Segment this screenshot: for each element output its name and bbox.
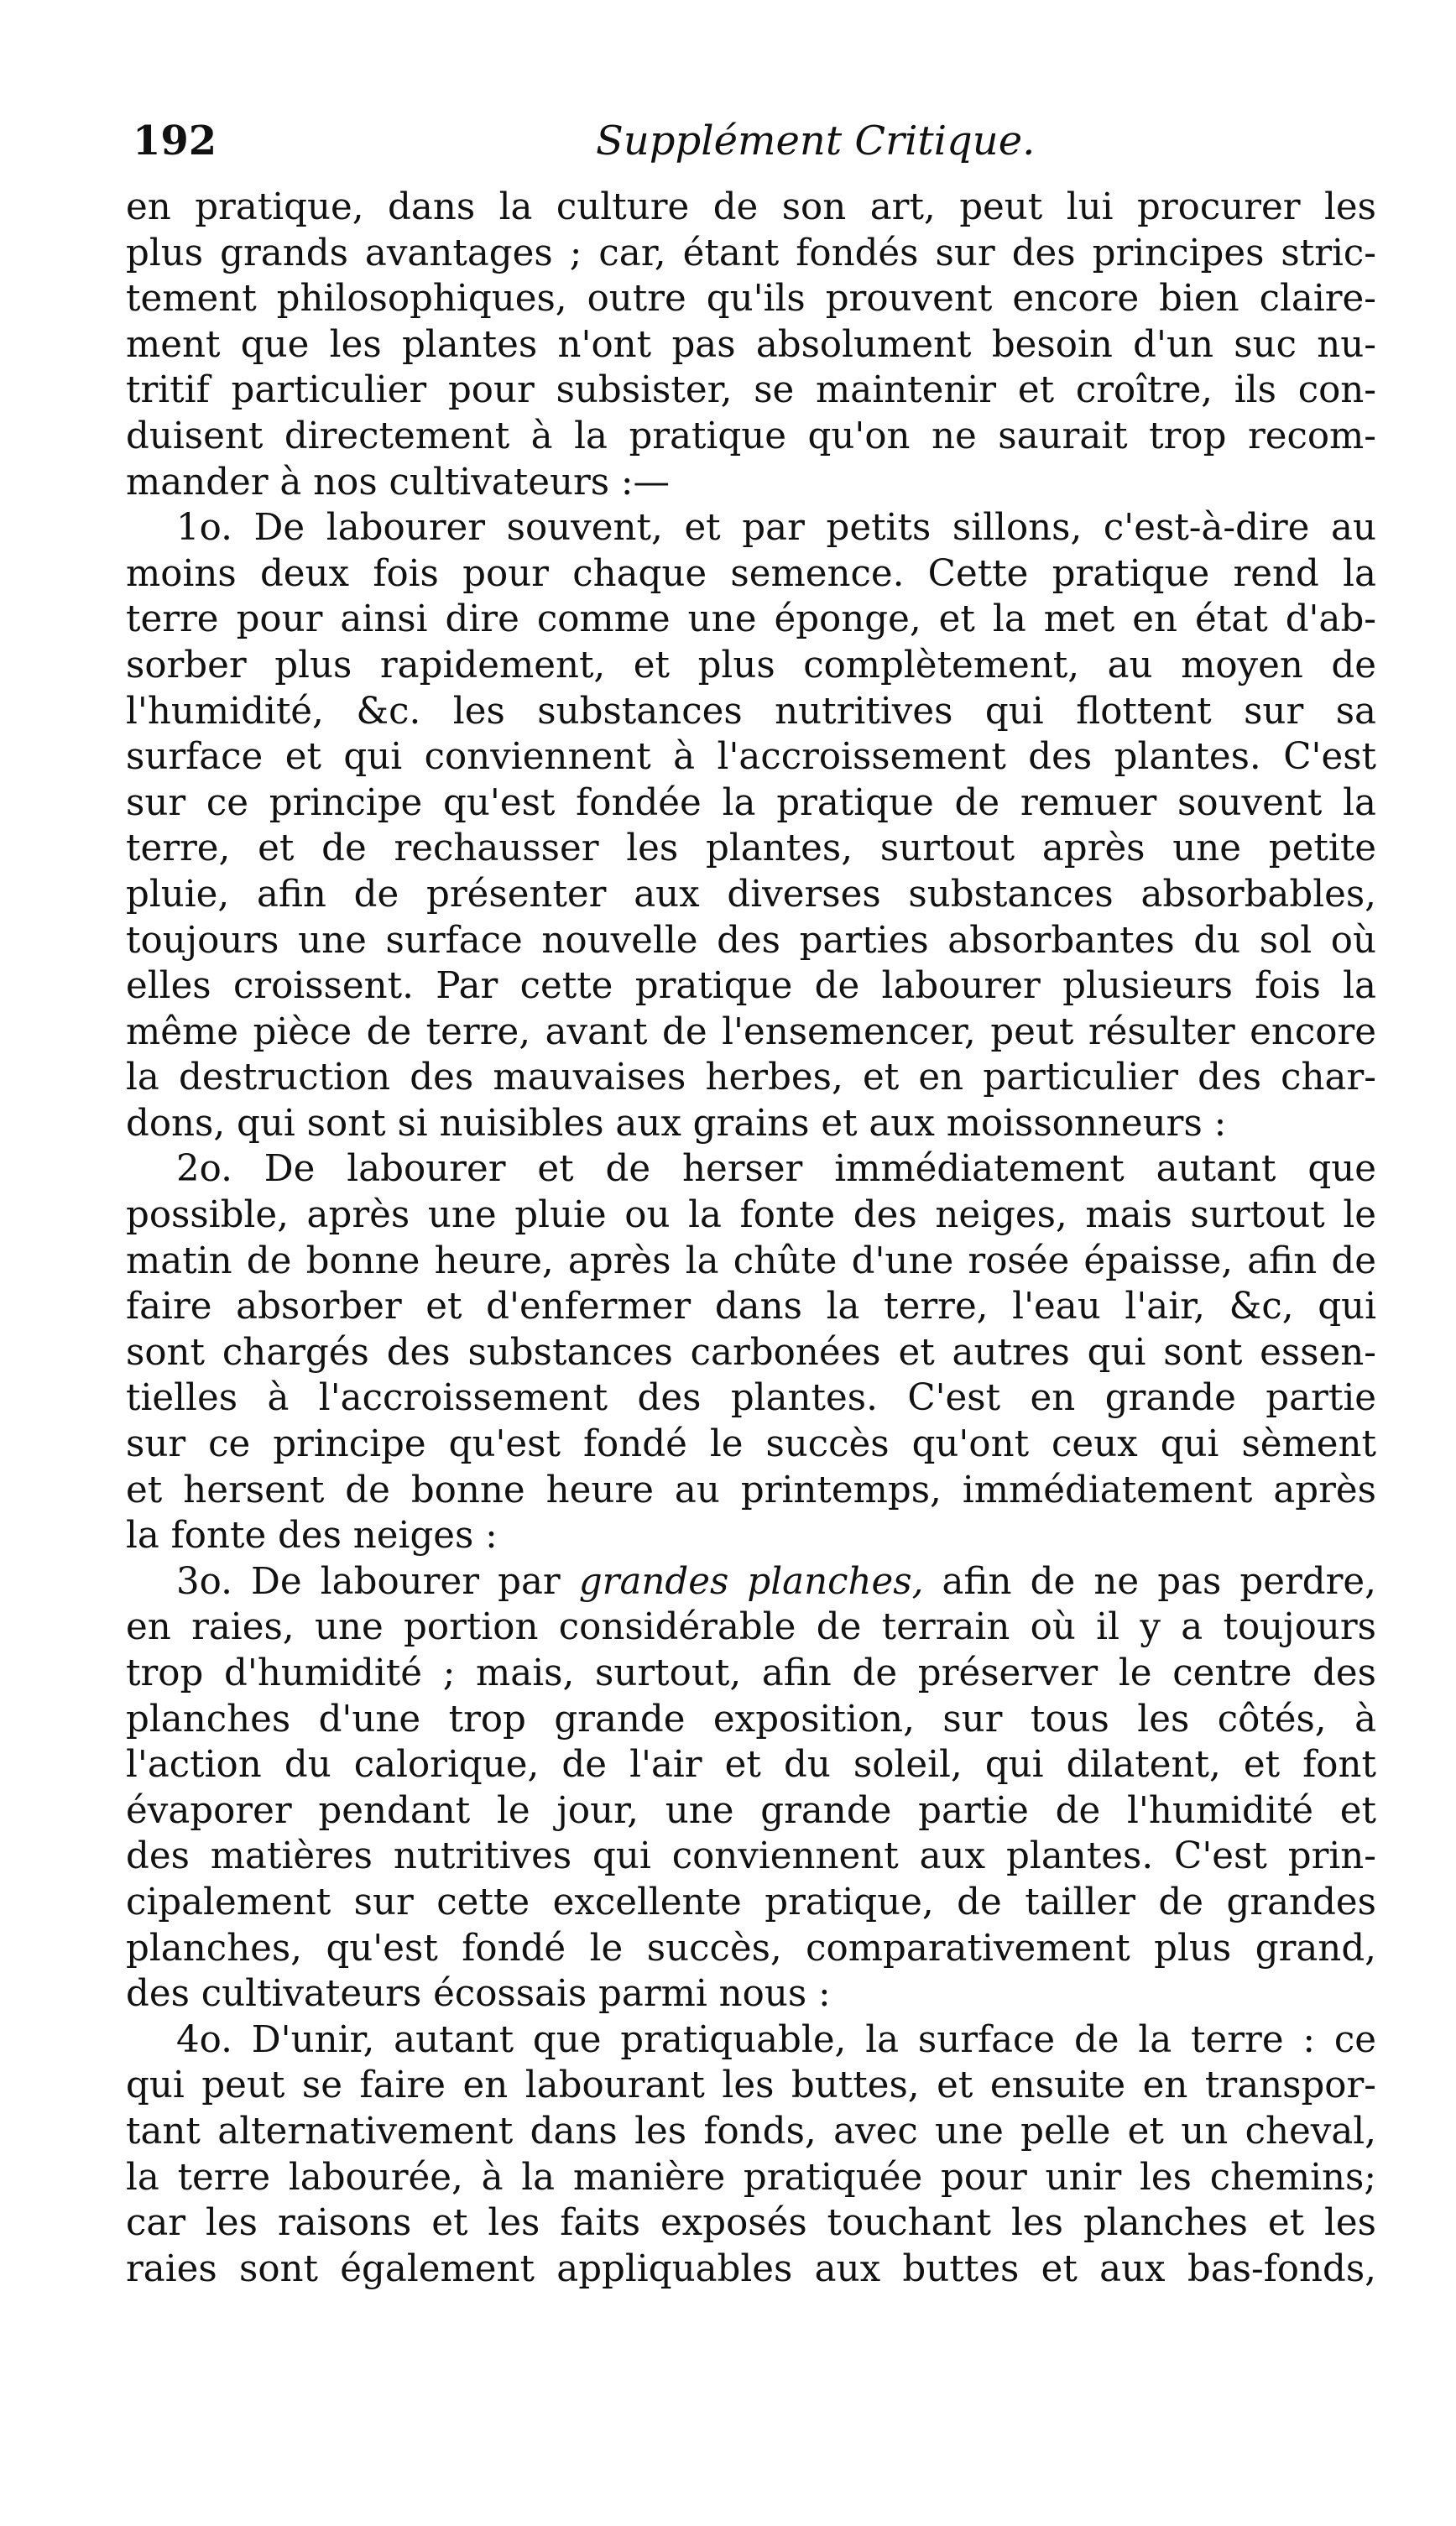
- text-line-content: sur ce principe qu'est fondé le succès qu'ont ceux qui sèment: [126, 1423, 1376, 1466]
- text-line: [126, 2109, 1376, 2155]
- text-line-content: la fonte des neiges :: [126, 1515, 498, 1558]
- text-line-content: tritif particulier pour subsister, se maintenir et croître, ils con-: [126, 369, 1376, 412]
- text-line: [126, 1468, 1376, 1514]
- text-line: [126, 1926, 1376, 1972]
- text-line: [126, 2200, 1376, 2247]
- text-line-content: des matières nutritives qui conviennent aux plantes. C'est prin-: [126, 1835, 1376, 1878]
- text-line-content: car les raisons et les faits exposés touchant les planches et les: [126, 2202, 1376, 2245]
- text-line-content: plus grands avantages ; car, étant fondés sur des principes stric-: [126, 232, 1376, 274]
- book-page: [126, 117, 1376, 2292]
- text-line: [126, 963, 1376, 1010]
- text-line: [126, 368, 1376, 414]
- text-line: [126, 826, 1376, 872]
- text-line: [126, 1422, 1376, 1468]
- page-number: 192: [133, 117, 217, 164]
- text-line: [126, 1375, 1376, 1422]
- text-line-content: terre, et de rechausser les plantes, surtout après une petite: [126, 827, 1376, 870]
- text-line-content: qui peut se faire en labourant les buttes, et ensuite en transpor-: [126, 2064, 1376, 2107]
- text-line: [126, 276, 1376, 322]
- text-line: [126, 414, 1376, 460]
- text-line-content: toujours une surface nouvelle des parties absorbantes du sol où: [126, 919, 1376, 962]
- text-line-content: cipalement sur cette excellente pratique, de tailler de grandes: [126, 1881, 1376, 1923]
- text-line: [126, 1559, 1376, 1605]
- text-line: [126, 734, 1376, 780]
- text-line-content: matin de bonne heure, après la chûte d'une rosée épaisse, afin de: [126, 1240, 1376, 1282]
- text-line-content: sur ce principe qu'est fondée la pratique de remuer souvent la: [126, 781, 1376, 824]
- text-line-content: dons, qui sont si nuisibles aux grains et aux moissonneurs :: [126, 1102, 1227, 1145]
- text-line-content: trop d'humidité ; mais, surtout, afin de préserver le centre des: [126, 1652, 1376, 1694]
- text-line: [126, 1101, 1376, 1147]
- text-line: [126, 1330, 1376, 1376]
- text-line-content: l'humidité, &c. les substances nutritives qui flottent sur sa: [126, 690, 1376, 733]
- text-line: [126, 643, 1376, 689]
- text-line: [126, 1055, 1376, 1101]
- italic-term: grandes planches,: [578, 1560, 924, 1603]
- text-line: [126, 1742, 1376, 1788]
- text-line-content: même pièce de terre, avant de l'ensemencer, peut résulter encore: [126, 1010, 1376, 1053]
- text-line: [126, 689, 1376, 735]
- text-line-content: tielles à l'accroissement des plantes. C'est en grande partie: [126, 1377, 1376, 1420]
- text-line: [126, 918, 1376, 964]
- text-line: [126, 1788, 1376, 1834]
- running-title: Supplément Critique.: [596, 117, 1036, 164]
- text-line-content: sont chargés des substances carbonées et autres qui sont essen-: [126, 1331, 1376, 1374]
- text-line: [126, 551, 1376, 598]
- text-line-content: moins deux fois pour chaque semence. Cette pratique rend la: [126, 552, 1376, 595]
- text-line: [126, 1010, 1376, 1056]
- text-line-content: et hersent de bonne heure au printemps, immédiatement après: [126, 1469, 1376, 1511]
- text-line-content: planches, qu'est fondé le succès, comparativement plus grand,: [126, 1927, 1376, 1970]
- text-line: [126, 2063, 1376, 2109]
- page-header: [126, 117, 1376, 185]
- text-line: [126, 505, 1376, 551]
- text-line: [126, 2017, 1376, 2064]
- text-line: [126, 231, 1376, 277]
- text-line: [126, 185, 1376, 231]
- body-text: [126, 185, 1376, 2292]
- text-line-content: tement philosophiques, outre qu'ils prouvent encore bien claire-: [126, 278, 1376, 321]
- text-line-content: 3o. De labourer par: [176, 1560, 579, 1603]
- text-line-content: évaporer pendant le jour, une grande partie de l'humidité et: [126, 1789, 1376, 1832]
- text-line: [126, 1605, 1376, 1651]
- text-line: [126, 1651, 1376, 1697]
- text-line-content: surface et qui conviennent à l'accroissement des plantes. C'est: [126, 736, 1376, 779]
- text-line: [126, 1239, 1376, 1285]
- text-line-content: sorber plus rapidement, et plus complètement, au moyen de: [126, 644, 1376, 686]
- text-line: [126, 1697, 1376, 1743]
- text-line-content: 4o. D'unir, autant que pratiquable, la surface de la terre : ce: [176, 2018, 1376, 2061]
- text-line-content: ment que les plantes n'ont pas absolument besoin d'un suc nu-: [126, 323, 1376, 366]
- text-line-content: planches d'une trop grande exposition, sur tous les côtés, à: [126, 1698, 1376, 1741]
- text-line-content: des cultivateurs écossais parmi nous :: [126, 1973, 831, 2016]
- text-line: [126, 1880, 1376, 1926]
- text-line-content: la destruction des mauvaises herbes, et en particulier des char-: [126, 1057, 1376, 1099]
- text-line-content: duisent directement à la pratique qu'on ne saurait trop recom-: [126, 415, 1376, 457]
- text-line: [126, 1971, 1376, 2017]
- text-line: [126, 1834, 1376, 1880]
- text-line-content: 2o. De labourer et de herser immédiatement autant que: [176, 1148, 1376, 1191]
- text-line: [126, 1513, 1376, 1559]
- text-line-content: possible, après une pluie ou la fonte des neiges, mais surtout le: [126, 1194, 1376, 1237]
- text-line: [126, 780, 1376, 827]
- text-line-content: en pratique, dans la culture de son art, peut lui procurer les: [126, 186, 1376, 228]
- text-line-content: elles croissent. Par cette pratique de labourer plusieurs fois la: [126, 965, 1376, 1008]
- text-line-content: mander à nos cultivateurs :—: [126, 461, 671, 504]
- text-line: [126, 322, 1376, 368]
- text-line-content: la terre labourée, à la manière pratiquée pour unir les chemins;: [126, 2156, 1376, 2199]
- text-line-content: raies sont également appliquables aux buttes et aux bas-fonds,: [126, 2247, 1376, 2290]
- text-line: [126, 1146, 1376, 1193]
- text-line: [126, 2247, 1376, 2293]
- text-line-content: en raies, une portion considérable de terrain où il y a toujours: [126, 1606, 1376, 1649]
- text-line: [126, 597, 1376, 643]
- text-line: [126, 460, 1376, 506]
- text-line: [126, 1284, 1376, 1330]
- text-line-continuation: afin de ne pas perdre,: [923, 1560, 1376, 1603]
- text-line: [126, 1193, 1376, 1239]
- text-line: [126, 872, 1376, 918]
- text-line-content: faire absorber et d'enfermer dans la terre, l'eau l'air, &c, qui: [126, 1286, 1376, 1328]
- text-line-content: terre pour ainsi dire comme une éponge, et la met en état d'ab-: [126, 598, 1376, 641]
- text-line-content: tant alternativement dans les fonds, avec une pelle et un cheval,: [126, 2110, 1376, 2153]
- text-line-content: pluie, afin de présenter aux diverses substances absorbables,: [126, 873, 1376, 916]
- text-line-content: 1o. De labourer souvent, et par petits sillons, c'est-à-dire au: [176, 507, 1376, 550]
- text-line-content: l'action du calorique, de l'air et du soleil, qui dilatent, et font: [126, 1744, 1376, 1787]
- text-line: [126, 2155, 1376, 2201]
